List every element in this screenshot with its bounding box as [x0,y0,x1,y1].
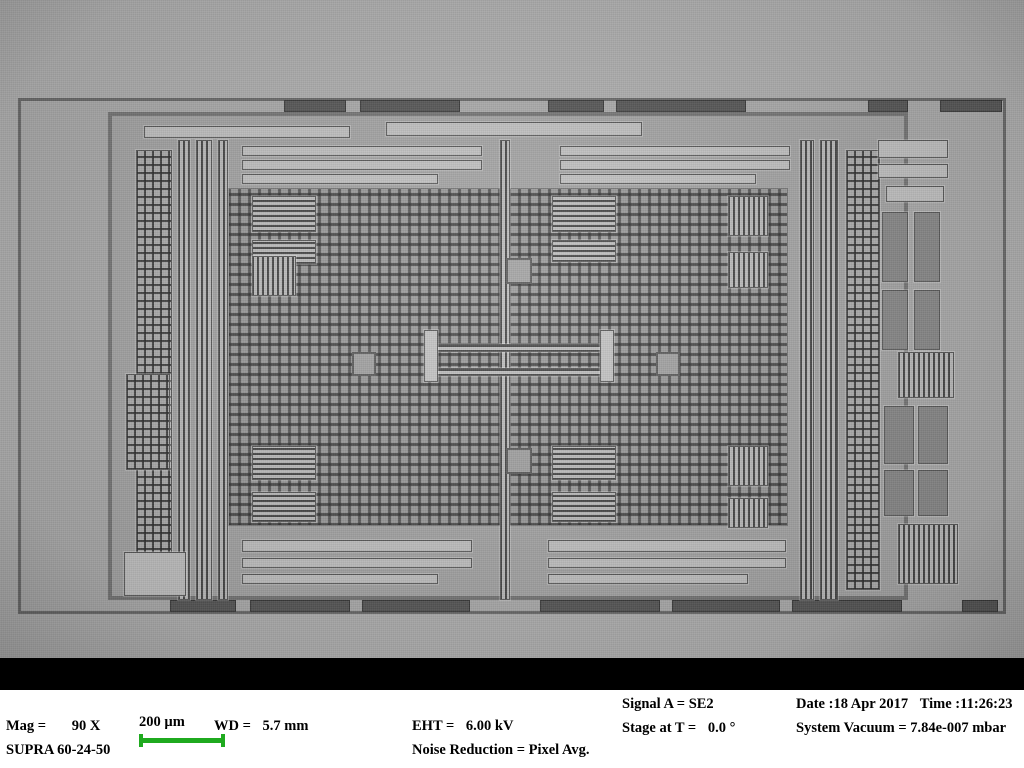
ip-block [878,140,948,158]
corner-structure [124,552,186,596]
routing-track [560,174,756,184]
resistor-bank [728,498,768,528]
wd-value: 5.7 mm [262,718,309,734]
bond-pad [362,600,470,612]
routing-track [548,558,786,568]
pad-dot-array [136,150,172,590]
capacitor-bank [252,446,316,480]
ip-block [878,164,948,178]
capacitor-bank [552,196,616,232]
bond-pad [540,600,660,612]
center-test-pad [506,448,532,474]
wd-label: WD = [214,718,251,734]
via-stack [600,330,614,382]
ip-block [898,352,954,398]
noise-reduction: Noise Reduction = Pixel Avg. [412,742,590,758]
signal-a: Signal A = SE2 [622,696,714,712]
sem-info-bar [0,658,1024,768]
bond-pad [940,100,1002,112]
databar-col-magnification [6,690,124,768]
stage-value: 0.0 ° [707,720,736,736]
routing-track [548,574,748,584]
ip-block [884,406,914,464]
bond-pad [250,600,350,612]
routing-track [144,126,350,138]
resistor-bank [728,446,768,486]
databar-col-signal [622,690,792,768]
routing-track [548,540,786,552]
capacitor-bank [252,492,316,522]
stage-label: Stage at T = [622,720,697,736]
resistor-bank [728,252,768,288]
mag-value: 90 X [71,718,101,734]
via-stack [424,330,438,382]
routing-track [242,146,482,156]
databar-col-datetime [796,690,1022,768]
bond-pad [792,600,902,612]
bond-pad [360,100,460,112]
left-pad-array [126,374,170,470]
databar-col-eht [412,690,617,768]
pad-dot-array [846,150,880,590]
alignment-mark [656,352,680,376]
power-rail [178,140,190,600]
time-value: Time :11:26:23 [919,696,1013,712]
alignment-mark [352,352,376,376]
scale-bar [139,738,225,743]
eht-label: EHT = [412,718,455,734]
routing-track [242,160,482,170]
ip-block [886,186,944,202]
bond-pad [548,100,604,112]
central-bus-horizontal [430,368,610,376]
power-rail [820,140,838,600]
routing-track [242,574,438,584]
ip-block [884,470,914,516]
mag-label: Mag = [6,718,47,734]
ip-block [918,406,948,464]
databar-col-working-distance [214,690,404,768]
routing-track [242,174,438,184]
power-rail [218,140,228,600]
bond-pad [170,600,236,612]
routing-track [560,146,790,156]
central-bus-horizontal [430,344,610,352]
capacitor-bank [552,240,616,262]
resistor-bank [728,196,768,236]
ip-block [882,290,908,350]
eht-value: 6.00 kV [465,718,514,734]
capacitor-bank [552,492,616,522]
date-value: Date :18 Apr 2017 [796,696,909,712]
routing-track [386,122,642,136]
scale-bar-label: 200 µm [139,714,185,730]
system-vacuum: System Vacuum = 7.84e-007 mbar [796,720,1007,736]
ip-block [914,290,940,350]
routing-track [560,160,790,170]
resistor-bank [252,256,296,296]
capacitor-bank [552,446,616,480]
instrument-name: SUPRA 60-24-50 [6,742,111,758]
bond-pad [672,600,780,612]
routing-track [242,558,472,568]
bond-pad [616,100,746,112]
ip-block [898,524,958,584]
power-rail [800,140,814,600]
bond-pad [868,100,908,112]
ip-block [882,212,908,282]
routing-track [242,540,472,552]
bond-pad [284,100,346,112]
ip-block [918,470,948,516]
bond-pad [962,600,998,612]
power-rail [196,140,212,600]
ip-block [914,212,940,282]
capacitor-bank [252,196,316,232]
center-test-pad [506,258,532,284]
